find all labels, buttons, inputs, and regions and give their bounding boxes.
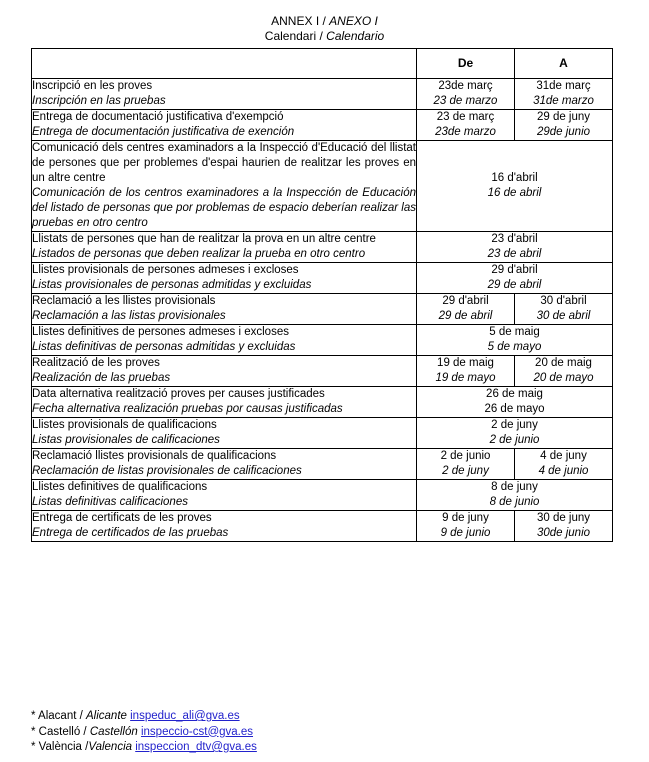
row-date-from-es: 23de marzo — [435, 126, 496, 138]
contact-separator: / — [76, 710, 86, 722]
row-date-from-va: 9 de juny — [442, 512, 489, 524]
row-date-to — [515, 110, 613, 141]
table-row — [32, 141, 613, 232]
row-date-span-es: 29 de abril — [487, 279, 542, 291]
column-header-to: A — [515, 49, 613, 79]
contact-province-es: Castellón — [89, 725, 138, 738]
row-description-va: Reclamació llistes provisionals de qualificacions — [32, 450, 277, 462]
table-row — [32, 387, 613, 418]
row-date-span-es: 2 de junio — [489, 434, 540, 446]
row-description-cell — [32, 325, 417, 356]
row-description-va: Llistats de persones que han de realitzar la prova en un altre centre — [32, 233, 376, 245]
row-description-cell — [32, 263, 417, 294]
row-date-to-va: 30 d'abril — [540, 295, 587, 307]
row-date-span-va: 5 de maig — [489, 326, 540, 338]
row-date-to-va: 31de març — [536, 80, 591, 92]
contact-province-es: Valencia — [88, 741, 133, 753]
document-title-separator: / — [319, 14, 330, 28]
row-description-es: Entrega de certificados de las pruebas — [32, 527, 229, 539]
row-date-span-va: 16 d'abril — [491, 172, 538, 184]
row-description-es: Reclamación a las listas provisionales — [32, 310, 226, 322]
row-description-va: Realització de les proves — [32, 357, 160, 369]
calendar-table-head — [32, 49, 613, 79]
row-description-cell — [32, 294, 417, 325]
row-description-va: Llistes provisionals de persones admeses i excloses — [32, 264, 299, 276]
row-description-es: Listas provisionales de personas admitidas y excluidas — [32, 279, 312, 291]
row-description-es: Inscripción en las pruebas — [32, 95, 166, 107]
contact-province-va: Castelló — [38, 725, 81, 738]
row-date-span — [417, 418, 613, 449]
row-date-to-va: 20 de maig — [535, 357, 592, 369]
row-date-span-es: 8 de junio — [489, 496, 540, 508]
table-row — [32, 79, 613, 110]
row-description-es: Realización de las pruebas — [32, 372, 171, 384]
contact-province-es: Alicante — [86, 710, 127, 722]
row-date-span — [417, 232, 613, 263]
row-description-va: Comunicació dels centres examinadors a la Inspecció d'Educació del llistat de persones que per problemes d'espai haurien de realitzar les proves en un altre centre — [32, 142, 416, 184]
row-description-cell — [32, 79, 417, 110]
row-date-to-es: 30 de abril — [536, 310, 591, 322]
row-date-from — [417, 110, 515, 141]
row-date-from — [417, 511, 515, 542]
row-date-to — [515, 79, 613, 110]
row-date-from-es: 29 de abril — [438, 310, 493, 322]
row-date-span-va: 29 d'abril — [491, 264, 538, 276]
row-description-va: Inscripció en les proves — [32, 80, 153, 92]
table-row — [32, 449, 613, 480]
row-date-from — [417, 356, 515, 387]
row-date-span-es: 23 de abril — [487, 248, 542, 260]
row-description-va: Llistes provisionals de qualificacions — [32, 419, 217, 431]
row-date-to-es: 20 de mayo — [533, 372, 594, 384]
document-heading — [0, 14, 649, 44]
row-date-span — [417, 141, 613, 232]
row-date-from — [417, 79, 515, 110]
table-row — [32, 325, 613, 356]
calendar-table-container — [31, 48, 612, 542]
column-header-from: De — [417, 49, 515, 79]
row-date-to-es: 4 de junio — [538, 465, 589, 477]
calendar-table — [31, 48, 613, 542]
row-date-to-va: 29 de juny — [536, 111, 591, 123]
row-date-span — [417, 263, 613, 294]
document-subtitle-separator: / — [316, 29, 327, 43]
table-row — [32, 480, 613, 511]
document-subtitle-es: Calendario — [326, 29, 385, 43]
document-title-line1 — [0, 14, 649, 29]
row-date-from-va: 2 de junio — [440, 450, 491, 462]
row-date-to — [515, 356, 613, 387]
row-date-span-va: 26 de maig — [486, 388, 543, 400]
table-row — [32, 110, 613, 141]
row-description-cell — [32, 141, 417, 232]
contact-row — [31, 725, 257, 741]
row-date-to — [515, 511, 613, 542]
row-date-span-va: 2 de juny — [491, 419, 538, 431]
row-description-va: Llistes definitives de persones admeses i excloses — [32, 326, 289, 338]
table-row — [32, 511, 613, 542]
row-description-va: Reclamació a les llistes provisionals — [32, 295, 216, 307]
row-date-from-es: 9 de junio — [440, 527, 491, 539]
row-date-span-es: 16 de abril — [487, 187, 542, 199]
row-description-va: Llistes definitives de qualificacions — [32, 481, 208, 493]
row-description-es: Listados de personas que deben realizar la prueba en otro centro — [32, 248, 366, 260]
row-description-cell — [32, 356, 417, 387]
row-description-va: Entrega de certificats de les proves — [32, 512, 212, 524]
row-date-from — [417, 449, 515, 480]
row-date-span — [417, 325, 613, 356]
row-description-va: Entrega de documentació justificativa d'exempció — [32, 111, 284, 123]
header-blank-corner — [32, 49, 417, 79]
row-description-es: Fecha alternativa realización pruebas por causas justificadas — [32, 403, 343, 415]
row-description-cell — [32, 418, 417, 449]
row-date-to-es: 30de junio — [536, 527, 591, 539]
contact-bullet: * — [31, 741, 39, 753]
contact-row — [31, 709, 257, 725]
table-row — [32, 232, 613, 263]
contact-email-link[interactable]: inspeduc_ali@gva.es — [130, 710, 240, 722]
row-description-cell — [32, 110, 417, 141]
contact-email-link[interactable]: inspeccio-cst@gva.es — [140, 725, 254, 738]
row-date-from — [417, 294, 515, 325]
row-description-cell — [32, 511, 417, 542]
document-subtitle-va: Calendari — [264, 29, 317, 43]
row-date-to-es: 29de junio — [536, 126, 591, 138]
row-description-va: Data alternativa realització proves per causes justificades — [32, 388, 325, 400]
row-date-span-va: 23 d'abril — [491, 233, 538, 245]
row-date-from-va: 29 d'abril — [442, 295, 489, 307]
row-date-from-es: 19 de mayo — [435, 372, 496, 384]
row-description-es: Comunicación de los centros examinadores a la Inspección de Educación del listado de personas que por problemas de espacio deberían realizar las pruebas en otro centro — [32, 187, 416, 229]
calendar-table-body — [32, 79, 613, 542]
row-date-from-va: 23 de març — [436, 111, 495, 123]
contact-row — [31, 740, 257, 756]
row-description-es: Reclamación de listas provisionales de calificaciones — [32, 465, 302, 477]
row-date-to-es: 31de marzo — [533, 95, 594, 107]
table-row — [32, 356, 613, 387]
calendar-header-row — [32, 49, 613, 79]
row-description-cell — [32, 480, 417, 511]
row-date-to — [515, 449, 613, 480]
row-date-to — [515, 294, 613, 325]
contacts-list — [31, 709, 257, 756]
contact-bullet: * — [31, 710, 39, 722]
row-description-es: Listas definitivas de personas admitidas y excluidas — [32, 341, 296, 353]
row-description-cell — [32, 449, 417, 480]
row-date-from-va: 23de març — [438, 80, 493, 92]
contact-separator: / — [80, 725, 90, 738]
row-date-from-va: 19 de maig — [437, 357, 494, 369]
row-description-cell — [32, 387, 417, 418]
contact-province-va: València — [38, 741, 82, 753]
contact-bullet: * — [31, 725, 39, 738]
row-description-es: Listas provisionales de calificaciones — [32, 434, 220, 446]
contact-province-va: Alacant — [38, 710, 77, 722]
row-description-es: Listas definitivas calificaciones — [32, 496, 188, 508]
table-row — [32, 294, 613, 325]
contact-separator: / — [81, 741, 89, 753]
row-date-from-es: 2 de juny — [442, 465, 489, 477]
row-date-to-va: 4 de juny — [540, 450, 587, 462]
document-title-es: ANEXO I — [329, 14, 378, 28]
row-date-span-va: 8 de juny — [491, 481, 538, 493]
row-description-es: Entrega de documentación justificativa de exención — [32, 126, 295, 138]
document-title-va: ANNEX I — [271, 14, 320, 28]
row-date-to-va: 30 de juny — [536, 512, 591, 524]
document-subtitle-line2 — [0, 29, 649, 44]
table-row — [32, 418, 613, 449]
row-date-span — [417, 480, 613, 511]
contact-email-link[interactable]: inspeccion_dtv@gva.es — [135, 741, 257, 753]
row-date-from-es: 23 de marzo — [433, 95, 498, 107]
row-description-cell — [32, 232, 417, 263]
row-date-span-es: 5 de mayo — [487, 341, 542, 353]
row-date-span — [417, 387, 613, 418]
table-row — [32, 263, 613, 294]
row-date-span-es: 26 de mayo — [484, 403, 545, 415]
